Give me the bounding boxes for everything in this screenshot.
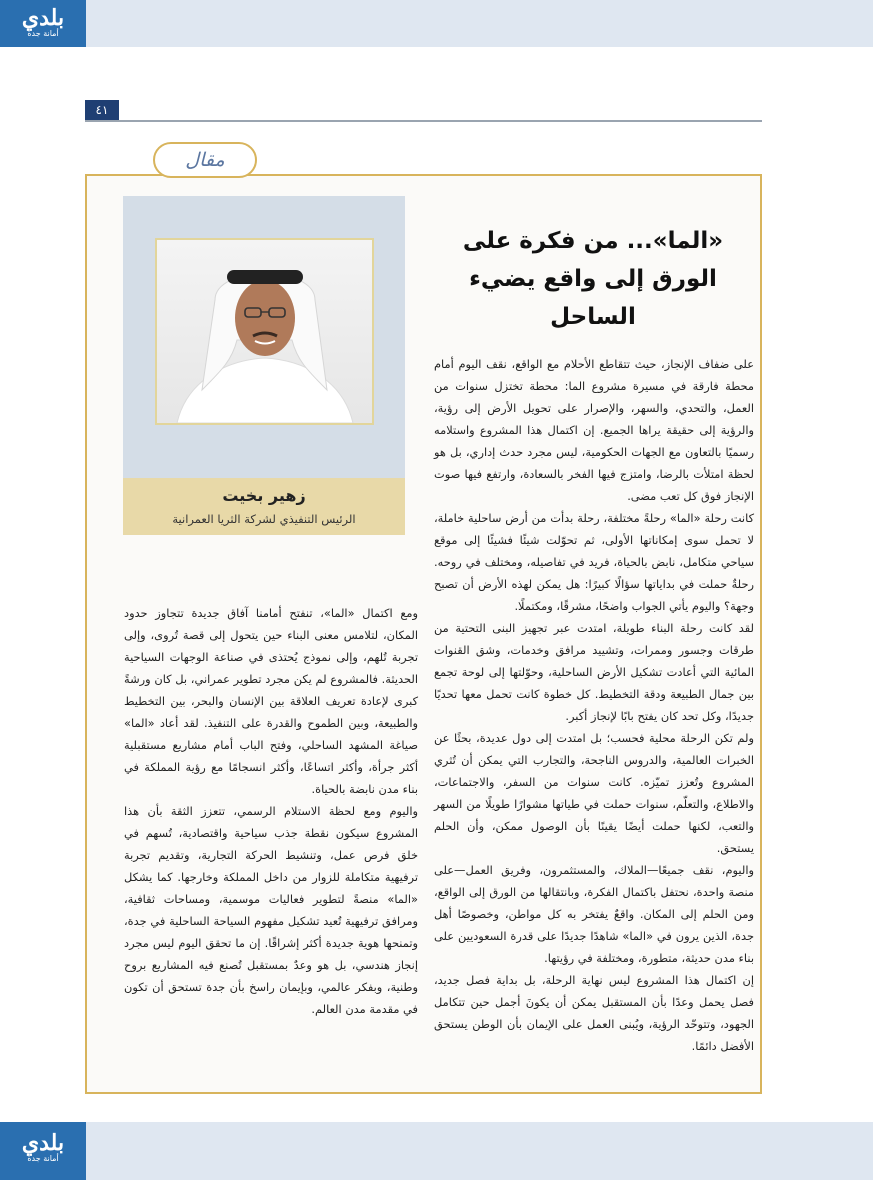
- article-title: «الما»... من فكرة على الورق إلى واقع يضيء الساحل: [462, 228, 724, 330]
- bottom-footer-band: [0, 1122, 873, 1180]
- body-paragraph: واليوم، نقف جميعًا—الملاك، والمستثمرون، وفريق العمل—على منصة واحدة، نحتفل باكتمال الفكرة، وبانتقالها من الورق إلى الواقع، ومن الحلم إلى المكان. واقعٌ يفتخر به كل مواطن، وخصوصًا أهل جدة، الذين يرون في «الما» شاهدًا جديدًا على قدرة السعوديين على بناء مدن حديثة، متطورة، ومختلفة في رؤيتها.: [434, 863, 754, 965]
- author-photo: [155, 238, 374, 425]
- logo-main-text: بلدي: [21, 5, 65, 31]
- body-paragraph: ولم تكن الرحلة محلية فحسب؛ بل امتدت إلى دول عديدة، بحثًا عن الخبرات العالمية، والدروس الناجحة، والتجارب التي يمكن أن تُثري المشروع وتُعزز تميّزه. كانت سنوات من السفر، والاجتماعات، والاطلاع، والتعلّم، سنوات حملت في طياتها مشوارًا طويلًا من السهر والتعب، لكنها حملت أيضًا يقينًا بأن الوصول ممكن، وأن الحلم يستحق.: [434, 731, 754, 855]
- logo-main-text: بلدي: [21, 1130, 65, 1156]
- body-paragraph: لقد كانت رحلة البناء طويلة، امتدت عبر تجهيز البنى التحتية من طرقات وجسور وممرات، وتشييد مرافق وخدمات، وشق القنوات المائية التي أعادت تشكيل الأرض الساحلية، وحوّلتها إلى لوحة تجمع بين جمال الطبيعة ودقة التخطيط. كل خطوة كانت تحمل معها تحديًا جديدًا، وكل تحد كان يفتح بابًا لإنجاز أكبر.: [434, 621, 754, 723]
- author-caption: [123, 478, 405, 535]
- section-label: مقال: [185, 149, 225, 171]
- logo-sub-text: أمانة جدة: [27, 29, 59, 38]
- magazine-logo-top: [0, 0, 86, 47]
- body-paragraph: واليوم ومع لحظة الاستلام الرسمي، تتعزز الثقة بأن هذا المشروع سيكون نقطة جذب سياحية واقتصادية، تُسهم في خلق فرص عمل، وتنشيط الحركة التجارية، وتقديم تجربة ترفيهية متكاملة للزوار من داخل المملكة وخارجها. كما يشكل «الما» منصةً لتطوير فعاليات موسمية، ومساحات ثقافية، ومرافق ترفيهية تُعيد تشكيل مفهوم السياحة الساحلية في جدة، وتمنحها هوية جديدة أكثر إشراقًا. إن ما تحقق اليوم ليس مجرد إنجاز هندسي، بل هو وعدٌ بمستقبل تُصنع فيه المشاريع بروح وطنية، وبفكر عالمي، وبإيمان راسخ بأن جدة تستحق أن تكون في مقدمة مدن العالم.: [124, 804, 418, 1016]
- body-paragraph: على ضفاف الإنجاز، حيث تتقاطع الأحلام مع الواقع، نقف اليوم أمام محطة فارقة في مسيرة مشروع الما: محطة تختزل سنوات من العمل، والتحدي، والسهر، والإصرار على تحويل الأرض إلى رؤية، والرؤية إلى حقيقة يراها الجميع. إن اكتمال هذا المشروع واستلامه رسميًا بالتعاون مع الجهات الحكومية، ليس مجرد حدث إداري، بل هو لحظة امتلأت بالرضا، وامتزج فيها الفخر بالسعادة، وارتفع فيها صوت الإنجاز فوق كل تعب مضى.: [434, 357, 754, 503]
- article-body-right-column: [434, 353, 754, 1057]
- article-body-left-column: [124, 602, 418, 1020]
- section-tab: [153, 142, 257, 178]
- body-paragraph: كانت رحلة «الما» رحلةً مختلفة، رحلة بدأت من أرض ساحلية خاملة، لا تحمل سوى إمكاناتها الأولى، ثم تحوّلت شيئًا فشيئًا إلى موقع سياحي متكامل، نابض بالحياة، فريد في تفاصيله، ومختلف في روحه. رحلةٌ حملت في بداياتها سؤالًا كبيرًا: هل يمكن لهذه الأرض أن تصبح وجهة؟ واليوم يأتي الجواب واضحًا، مشرقًا، ومكتملًا.: [434, 511, 754, 613]
- logo-sub-text: أمانة جدة: [27, 1154, 59, 1163]
- portrait-photo-icon: [157, 240, 372, 423]
- body-paragraph: إن اكتمال هذا المشروع ليس نهاية الرحلة، بل بداية فصل جديد، فصل يحمل وعدًا بأن المستقبل يمكن أن يكونَ أجمل حين تتكامل الجهود، وتتوحّد الرؤية، ويُبنى العمل على الإيمان بأن الوطن يستحق الأفضل دائمًا.: [434, 973, 754, 1053]
- header-rule: [85, 120, 762, 122]
- top-header-band: [0, 0, 873, 47]
- author-role: الرئيس التنفيذي لشركة الثريا العمرانية: [172, 512, 356, 526]
- author-name: زهير بخيت: [222, 486, 306, 505]
- magazine-logo-bottom: [0, 1122, 86, 1180]
- body-paragraph: ومع اكتمال «الما»، تنفتح أمامنا آفاق جديدة تتجاوز حدود المكان، لتلامس معنى البناء حين يتحول إلى قصة تُروى، وإلى تجربة تُلهم، وإلى نموذج يُحتذى في صناعة الوجهات السياحية الحديثة. فالمشروع لم يكن مجرد تطوير عمراني، بل كان ورشةً كبرى لإعادة تعريف العلاقة بين الإنسان والبحر، بين التخطيط والطبيعة، وبين الطموح والقدرة على التنفيذ. لقد أعاد «الما» صياغة المشهد الساحلي، وفتح الباب أمام مشاريع مستقبلية أكثر جرأة، وأكثر اتساعًا، وأكثر انسجامًا مع رؤية المملكة في بناء مدن نابضة بالحياة.: [124, 606, 418, 796]
- page-number: ٤١: [85, 100, 119, 120]
